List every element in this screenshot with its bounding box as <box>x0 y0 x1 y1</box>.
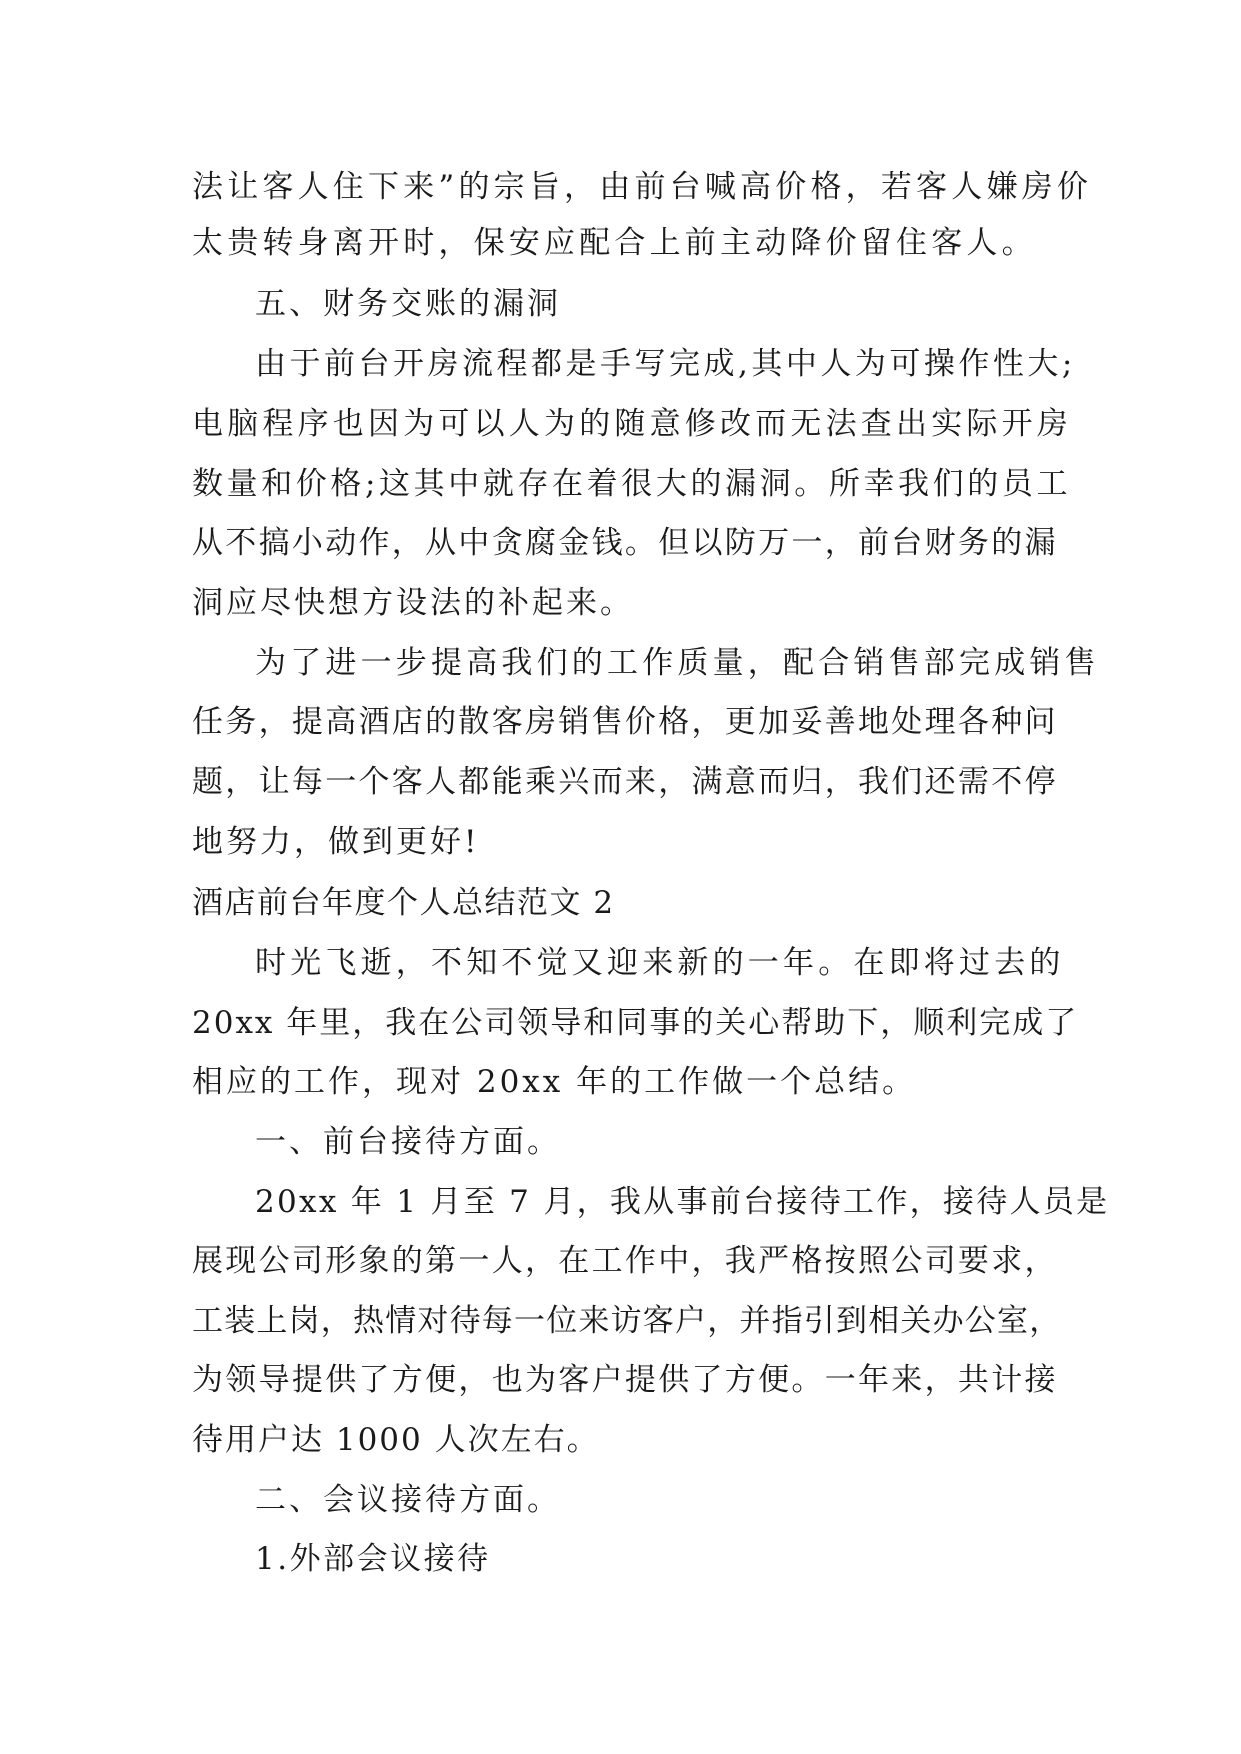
paragraph-line: 为了进一步提高我们的工作质量，配合销售部完成销售 <box>255 645 1100 681</box>
paragraph-line: 20xx 年 1 月至 7 月，我从事前台接待工作，接待人员是 <box>255 1184 1110 1220</box>
paragraph-line: 电脑程序也因为可以人为的随意修改而无法查出实际开房 <box>192 406 1072 442</box>
paragraph-line: 太贵转身离开时，保安应配合上前主动降价留住客人。 <box>192 225 1037 261</box>
section-heading: 一、前台接待方面。 <box>255 1124 561 1160</box>
paragraph-line: 时光飞逝，不知不觉又迎来新的一年。在即将过去的 <box>255 945 1065 981</box>
paragraph-line: 20xx 年里，我在公司领导和同事的关心帮助下，顺利完成了 <box>192 1005 1079 1041</box>
paragraph-line: 任务，提高酒店的散客房销售价格，更加妥善地处理各种问 <box>192 704 1058 740</box>
section-heading: 二、会议接待方面。 <box>255 1482 561 1518</box>
paragraph-line: 法让客人住下来”的宗旨，由前台喊高价格，若客人嫌房价 <box>192 169 1093 205</box>
paragraph-line: 展现公司形象的第一人，在工作中，我严格按照公司要求， <box>192 1243 1058 1279</box>
subsection-heading: 1.外部会议接待 <box>255 1541 491 1577</box>
article-title: 酒店前台年度个人总结范文 2 <box>192 885 615 921</box>
paragraph-line: 从不搞小动作，从中贪腐金钱。但以防万一，前台财务的漏 <box>192 525 1058 561</box>
paragraph-line: 由于前台开房流程都是手写完成,其中人为可操作性大; <box>255 346 1076 382</box>
paragraph-line: 工装上岗，热情对待每一位来访客户，并指引到相关办公室， <box>192 1303 1062 1339</box>
paragraph-line: 洞应尽快想方设法的补起来。 <box>192 585 634 621</box>
paragraph-line: 地努力，做到更好! <box>192 824 480 860</box>
paragraph-line: 题，让每一个客人都能乘兴而来，满意而归，我们还需不停 <box>192 764 1058 800</box>
paragraph-line: 相应的工作，现对 20xx 年的工作做一个总结。 <box>192 1064 917 1100</box>
paragraph-line: 待用户达 1000 人次左右。 <box>192 1422 600 1458</box>
section-heading: 五、财务交账的漏洞 <box>255 286 561 322</box>
paragraph-line: 为领导提供了方便，也为客户提供了方便。一年来，共计接 <box>192 1362 1058 1398</box>
paragraph-line: 数量和价格;这其中就存在着很大的漏洞。所幸我们的员工 <box>192 466 1072 502</box>
